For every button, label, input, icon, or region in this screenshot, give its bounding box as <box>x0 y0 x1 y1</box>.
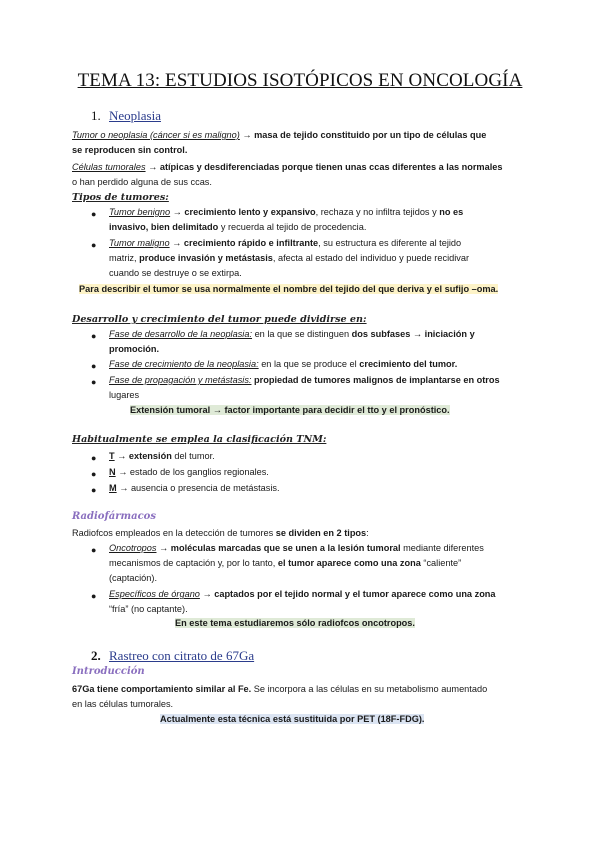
fase1-line1: Fase de desarrollo de la neoplasia: en la que se distinguen dos subfases → iniciación y <box>109 329 475 339</box>
section-2-heading <box>91 648 254 664</box>
bullet-icon: ● <box>91 453 97 463</box>
bullet-icon: ● <box>91 469 97 479</box>
maligno-line1: Tumor maligno → crecimiento rápido e infiltrante, su estructura es diferente al tejido <box>109 238 462 248</box>
oncotropos-line3: (captación). <box>109 573 158 583</box>
fase3-line2: lugares <box>109 390 140 400</box>
paragraph-neoplasia-line1: Tumor o neoplasia (cáncer si es maligno) → masa de tejido constituido por un tipo de células que <box>72 130 487 140</box>
fase2-line1: Fase de crecimiento de la neoplasia: en la que se produce el crecimiento del tumor. <box>109 359 458 369</box>
section-1-heading <box>91 108 161 124</box>
introduccion-line1: 67Ga tiene comportamiento similar al Fe. Se incorpora a las células en su metabolismo aumentado <box>72 684 488 694</box>
term-tumor-neoplasia: Tumor o neoplasia (cáncer si es maligno) <box>72 130 240 140</box>
tnm-m-item: M → ausencia o presencia de metástasis. <box>109 483 280 493</box>
tnm-n-item: N → estado de los ganglios regionales. <box>109 467 269 477</box>
bullet-icon: ● <box>91 485 97 495</box>
tipos-heading: Tipos de tumores: <box>72 192 169 203</box>
radiofarmacos-note: En este tema estudiaremos sólo radiofcos oncotropos. <box>175 618 415 628</box>
desarrollo-note: Extensión tumoral → factor importante para decidir el tto y el pronóstico. <box>130 405 450 415</box>
introduccion-heading: Introducción <box>72 666 145 677</box>
term-celulas-tumorales: Células tumorales <box>72 162 146 172</box>
maligno-line2: matriz, produce invasión y metástasis, afecta al estado del individuo y puede recidivar <box>109 253 470 263</box>
section-2-number: 2. <box>91 648 101 663</box>
bullet-icon: ● <box>91 591 97 601</box>
paragraph-celulas-line1: Células tumorales → atípicas y desdiferenciadas porque tienen unas ccas diferentes a las normales <box>72 162 503 172</box>
bullet-icon: ● <box>91 377 97 387</box>
radiofarmacos-heading: Radiofármacos <box>72 511 156 522</box>
introduccion-note: Actualmente esta técnica está sustituida por PET (18F-FDG). <box>160 714 425 724</box>
bullet-icon: ● <box>91 209 97 219</box>
section-1-number: 1. <box>91 108 101 123</box>
oncotropos-line2: mecanismos de captación y, por lo tanto, el tumor aparece como una zona “caliente” <box>109 558 462 568</box>
bullet-icon: ● <box>91 331 97 341</box>
tnm-t-item: T → extensión del tumor. <box>109 451 215 461</box>
fase3-line1: Fase de propagación y metástasis: propiedad de tumores malignos de implantarse en otros <box>109 375 500 385</box>
section-1-label: Neoplasia <box>109 108 161 123</box>
paragraph-celulas-line2: o han perdido alguna de sus ccas. <box>72 177 212 187</box>
tnm-heading: Habitualmente se emplea la clasificación TNM: <box>72 434 327 445</box>
tipos-note: Para describir el tumor se usa normalmente el nombre del tejido del que deriva y el sufijo –oma. <box>79 284 499 294</box>
section-2-label: Rastreo con citrato de 67Ga <box>109 648 255 663</box>
radiofarmacos-intro: Radiofcos empleados en la detección de tumores se dividen en 2 tipos: <box>72 528 369 538</box>
fase1-line2: promoción. <box>109 344 160 354</box>
page-title: TEMA 13: ESTUDIOS ISOTÓPICOS EN ONCOLOGÍA <box>77 70 523 91</box>
especificos-line1: Específicos de órgano → captados por el tejido normal y el tumor aparece como una zona <box>109 589 496 599</box>
bullet-icon: ● <box>91 361 97 371</box>
benigno-line2: invasivo, bien delimitado y recuerda al tejido de procedencia. <box>109 222 367 232</box>
benigno-line1: Tumor benigno → crecimiento lento y expansivo, rechaza y no infiltra tejidos y no es <box>109 207 464 217</box>
paragraph-neoplasia-line2: se reproducen sin control. <box>72 145 188 155</box>
bullet-icon: ● <box>91 240 97 250</box>
oncotropos-line1: Oncotropos → moléculas marcadas que se unen a la lesión tumoral mediante diferentes <box>109 543 484 553</box>
especificos-line2: “fría” (no captante). <box>109 604 188 614</box>
bullet-icon: ● <box>91 545 97 555</box>
maligno-line3: cuando se destruye o se extirpa. <box>109 268 242 278</box>
desarrollo-heading: Desarrollo y crecimiento del tumor puede dividirse en: <box>72 314 367 325</box>
introduccion-line2: en las células tumorales. <box>72 699 174 709</box>
